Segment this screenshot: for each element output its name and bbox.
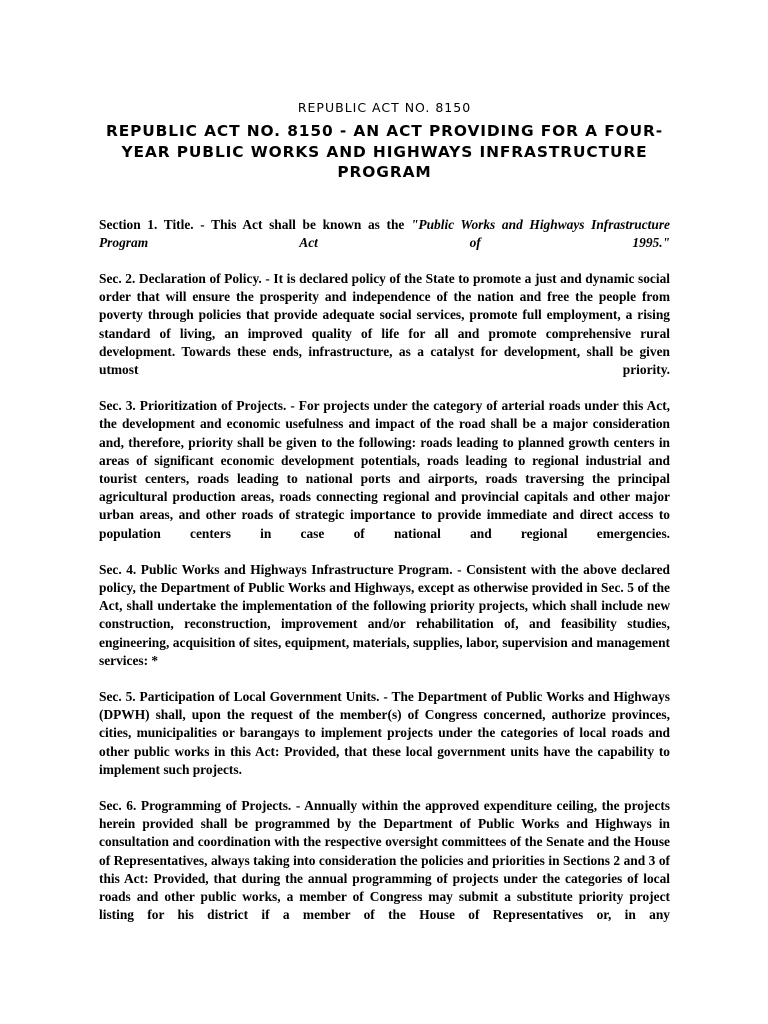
section-3: Sec. 3. Prioritization of Projects. - For projects under the category of arterial roads under this Act, the development and economic usefulness and impact of the road shall be a major consideration and, therefore, priority shall be given to the following: roads leading to planned growth centers in areas of significant economic development potentials, roads leading to regional industrial and tourist centers, roads leading to national ports and airports, roads traversing the principal agricultural production areas, roads connecting regional and provincial capitals and other major urban areas, and other roads of strategic importance to provide immediate and direct access to population centers in case of national and regional emergencies. [99,398,670,541]
section-4: Sec. 4. Public Works and Highways Infrastructure Program. - Consistent with the above declared policy, the Department of Public Works and Highways, except as otherwise provided in Sec. 5 of the Act, shall undertake the implementation of the following priority projects, which shall include new construction, reconstruction, improvement and/or rehabilitation of, and feasibility studies, engineering, acquisition of sites, equipment, materials, supplies, labor, supervision and management services: * [99,561,670,668]
section-1-lead: Section 1. Title. - This Act shall be known as the [99,216,411,232]
document-kicker: REPUBLIC ACT NO. 8150 [297,100,472,115]
section-2: Sec. 2. Declaration of Policy. - It is declared policy of the State to promote a just and dynamic social order that will ensure the prosperity and independence of the nation and free the people from poverty through policies that provide adequate social services, promote full employment, a rising standard of living, an improved quality of life for all and promote comprehensive rural development. Towards these ends, infrastructure, as a catalyst for development, shall be given utmost priority. [99,270,670,377]
section-5: Sec. 5. Participation of Local Government Units. - The Department of Public Works and Highways (DPWH) shall, upon the request of the member(s) of Congress concerned, authorize provinces, cities, municipalities or barangays to implement projects under the categories of local roads and other public works in this Act: Provided, that these local government units have the capability to implement such projects. [99,688,670,777]
document-title: REPUBLIC ACT NO. 8150 - AN ACT PROVIDING FOR A FOUR-YEAR PUBLIC WORKS AND HIGHWAYS INFRASTRUCTURE PROGRAM [105,122,664,181]
section-1 [99,216,670,252]
section-1-act-name: "Public Works and Highways Infrastructure Program Act of 1995." [99,216,670,250]
section-6: Sec. 6. Programming of Projects. - Annually within the approved expenditure ceiling, the projects herein provided shall be programmed by the Department of Public Works and Highways in consultation and coordination with the respective oversight committees of the Senate and the House of Representatives, always taking into consideration the policies and priorities in Sections 2 and 3 of this Act: Provided, that during the annual programming of projects under the categories of local roads and other public works, a member of Congress may submit a substitute priority project listing for his district if a member of the House of Representatives or, in any [99,797,670,923]
